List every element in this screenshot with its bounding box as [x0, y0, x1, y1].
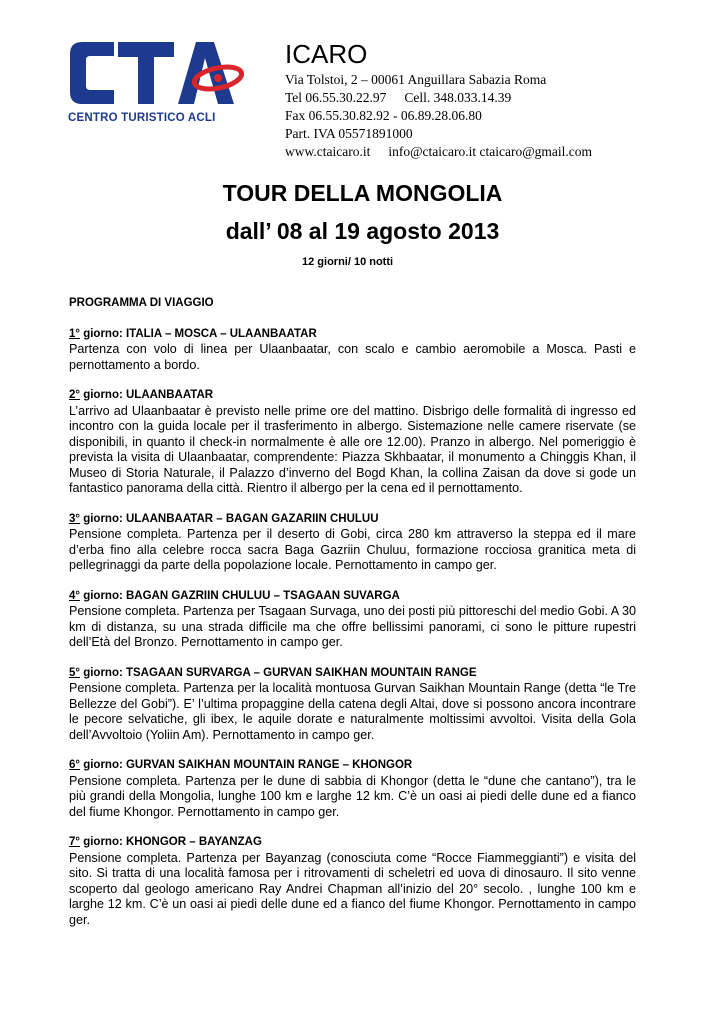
- organization-address: Via Tolstoi, 2 – 00061 Anguillara Sabazia Roma: [285, 72, 547, 87]
- organization-piva: Part. IVA 05571891000: [285, 126, 413, 141]
- day-number: 3°: [69, 512, 80, 525]
- logo-caption: CENTRO TURISTICO ACLI: [68, 112, 216, 124]
- day-title: giorno: BAGAN GAZRIIN CHULUU – TSAGAAN SUVARGA: [80, 589, 400, 602]
- day-heading: [69, 589, 636, 605]
- organization-emails[interactable]: info@ctaicaro.it ctaicaro@gmail.com: [388, 144, 592, 159]
- day-description: Partenza con volo di linea per Ulaanbaatar, con scalo e cambio aeromobile a Mosca. Pasti e pernottamento a bordo.: [69, 342, 636, 372]
- day-number: 1°: [69, 327, 80, 340]
- organization-phones: [285, 89, 705, 107]
- day-description: Pensione completa. Partenza per Tsagaan Survaga, uno dei posti più pittoreschi del medio Gobi. A 30 km di distanza, su una strada difficile ma che offre bellissimi panorami, ci sono le pitture rupestri dell’Età del Bronzo. Pernottamento in campo ger.: [69, 604, 636, 649]
- day-heading: [69, 512, 636, 528]
- organization-cell: Cell. 348.033.14.39: [404, 90, 512, 105]
- day-description: Pensione completa. Partenza per la località montuosa Gurvan Saikhan Mountain Range (detta “le Tre Bellezze del Gobi”). E’ l’ultima propaggine della catena degli Altai, dove si possono ancora incontrare le pecore selvatiche, gli ibex, le aquile dorate e naturalmente moltissimi avvoltoi. Visita della Gola dell’Avvoltoio (Yoliin Am). Pernottamento in campo ger.: [69, 681, 636, 742]
- day-title: giorno: ITALIA – MOSCA – ULAANBAATAR: [80, 327, 317, 340]
- day-heading: [69, 327, 636, 343]
- day-number: 6°: [69, 759, 80, 771]
- program-label: PROGRAMMA DI VIAGGIO: [69, 297, 214, 309]
- day-heading: [69, 666, 636, 682]
- tour-duration: 12 giorni/ 10 notti: [302, 256, 394, 268]
- organization-fax: Fax 06.55.30.82.92 - 06.89.28.06.80: [285, 108, 482, 123]
- day-number: 4°: [69, 589, 80, 602]
- cta-logo-mark: [68, 38, 246, 112]
- day-title: giorno: TSAGAAN SURVARGA – GURVAN SAIKHAN MOUNTAIN RANGE: [80, 666, 477, 679]
- organization-block: [285, 38, 705, 161]
- organization-website[interactable]: www.ctaicaro.it: [285, 144, 371, 159]
- day-heading: [69, 835, 636, 851]
- day-2: [69, 388, 636, 497]
- cta-logo: [68, 38, 246, 134]
- day-heading: [69, 388, 636, 404]
- day-title: giorno: ULAANBAATAR – BAGAN GAZARIIN CHULUU: [80, 512, 379, 525]
- day-3: [69, 512, 636, 574]
- organization-web: [285, 143, 705, 161]
- day-number: 5°: [69, 666, 80, 679]
- day-4: [69, 589, 636, 651]
- day-title: giorno: GURVAN SAIKHAN MOUNTAIN RANGE – KHONGOR: [80, 759, 413, 771]
- organization-name: ICARO: [285, 39, 368, 69]
- day-5: [69, 666, 636, 744]
- day-description: Pensione completa. Partenza per Bayanzag (conosciuta come “Rocce Fiammeggianti”) e visita del sito. Si tratta di una località famosa per i ritrovamenti di scheletri ed uova di dinosauro. Il sito venne scoperto dal geologo americano Ray Andrei Chapman all’inizio del 20° secolo. , lunghe 100 km e larghe 12 km. C’è un oasi ai piedi delle dune ed a fianco del fiume Khongor. Pernottamento in campo ger.: [69, 850, 636, 927]
- day-description: Pensione completa. Partenza per il deserto di Gobi, circa 280 km attraverso la steppa ed il mare d’erba fino alla celebre rocca sacra Baga Gazriin Chuluu, formazione rocciosa granitica meta di pellegrinaggi da parte della popolazione locale. Pernottamento in campo ger.: [69, 527, 636, 572]
- tour-title: TOUR DELLA MONGOLIA: [222, 180, 503, 206]
- day-7: [69, 835, 636, 928]
- day-6: [69, 758, 636, 820]
- tour-dates: dall’ 08 al 19 agosto 2013: [225, 218, 500, 244]
- day-heading: [69, 758, 636, 774]
- day-title: giorno: ULAANBAATAR: [80, 389, 214, 401]
- day-number: 7°: [69, 836, 80, 848]
- day-number: 2°: [69, 389, 80, 401]
- program-body: [69, 296, 636, 943]
- day-description: L’arrivo ad Ulaanbaatar è previsto nelle prime ore del mattino. Disbrigo delle formalità di ingresso ed incontro con la guida locale per il trasferimento in albergo. Sistemazione nelle camere riservate (se disponibili, in quanto il check-in normalmente è alle ore 12.00). Pranzo in albergo. Nel pomeriggio è prevista la visita di Ulaanbaatar, comprendente: Piazza Skhbaatar, il monumento a Chinggis Khan, il Museo di Storia Naturale, il Palazzo d’inverno del Bogd Khan, la collina Zaisan da dove si gode un fantastico panorama della città. Rientro il albergo per la cena ed il pernottamento.: [69, 403, 636, 495]
- day-1: [69, 327, 636, 374]
- day-description: Pensione completa. Partenza per le dune di sabbia di Khongor (detta le “dune che cantano”), tra le più grandi della Mongolia, lunghe 100 km e larghe 12 km. C’è un oasi ai piedi delle dune ed a fianco del fiume Khongor. Pernottamento in campo ger.: [69, 773, 636, 819]
- organization-tel: Tel 06.55.30.22.97: [285, 90, 387, 105]
- day-title: giorno: KHONGOR – BAYANZAG: [80, 836, 262, 848]
